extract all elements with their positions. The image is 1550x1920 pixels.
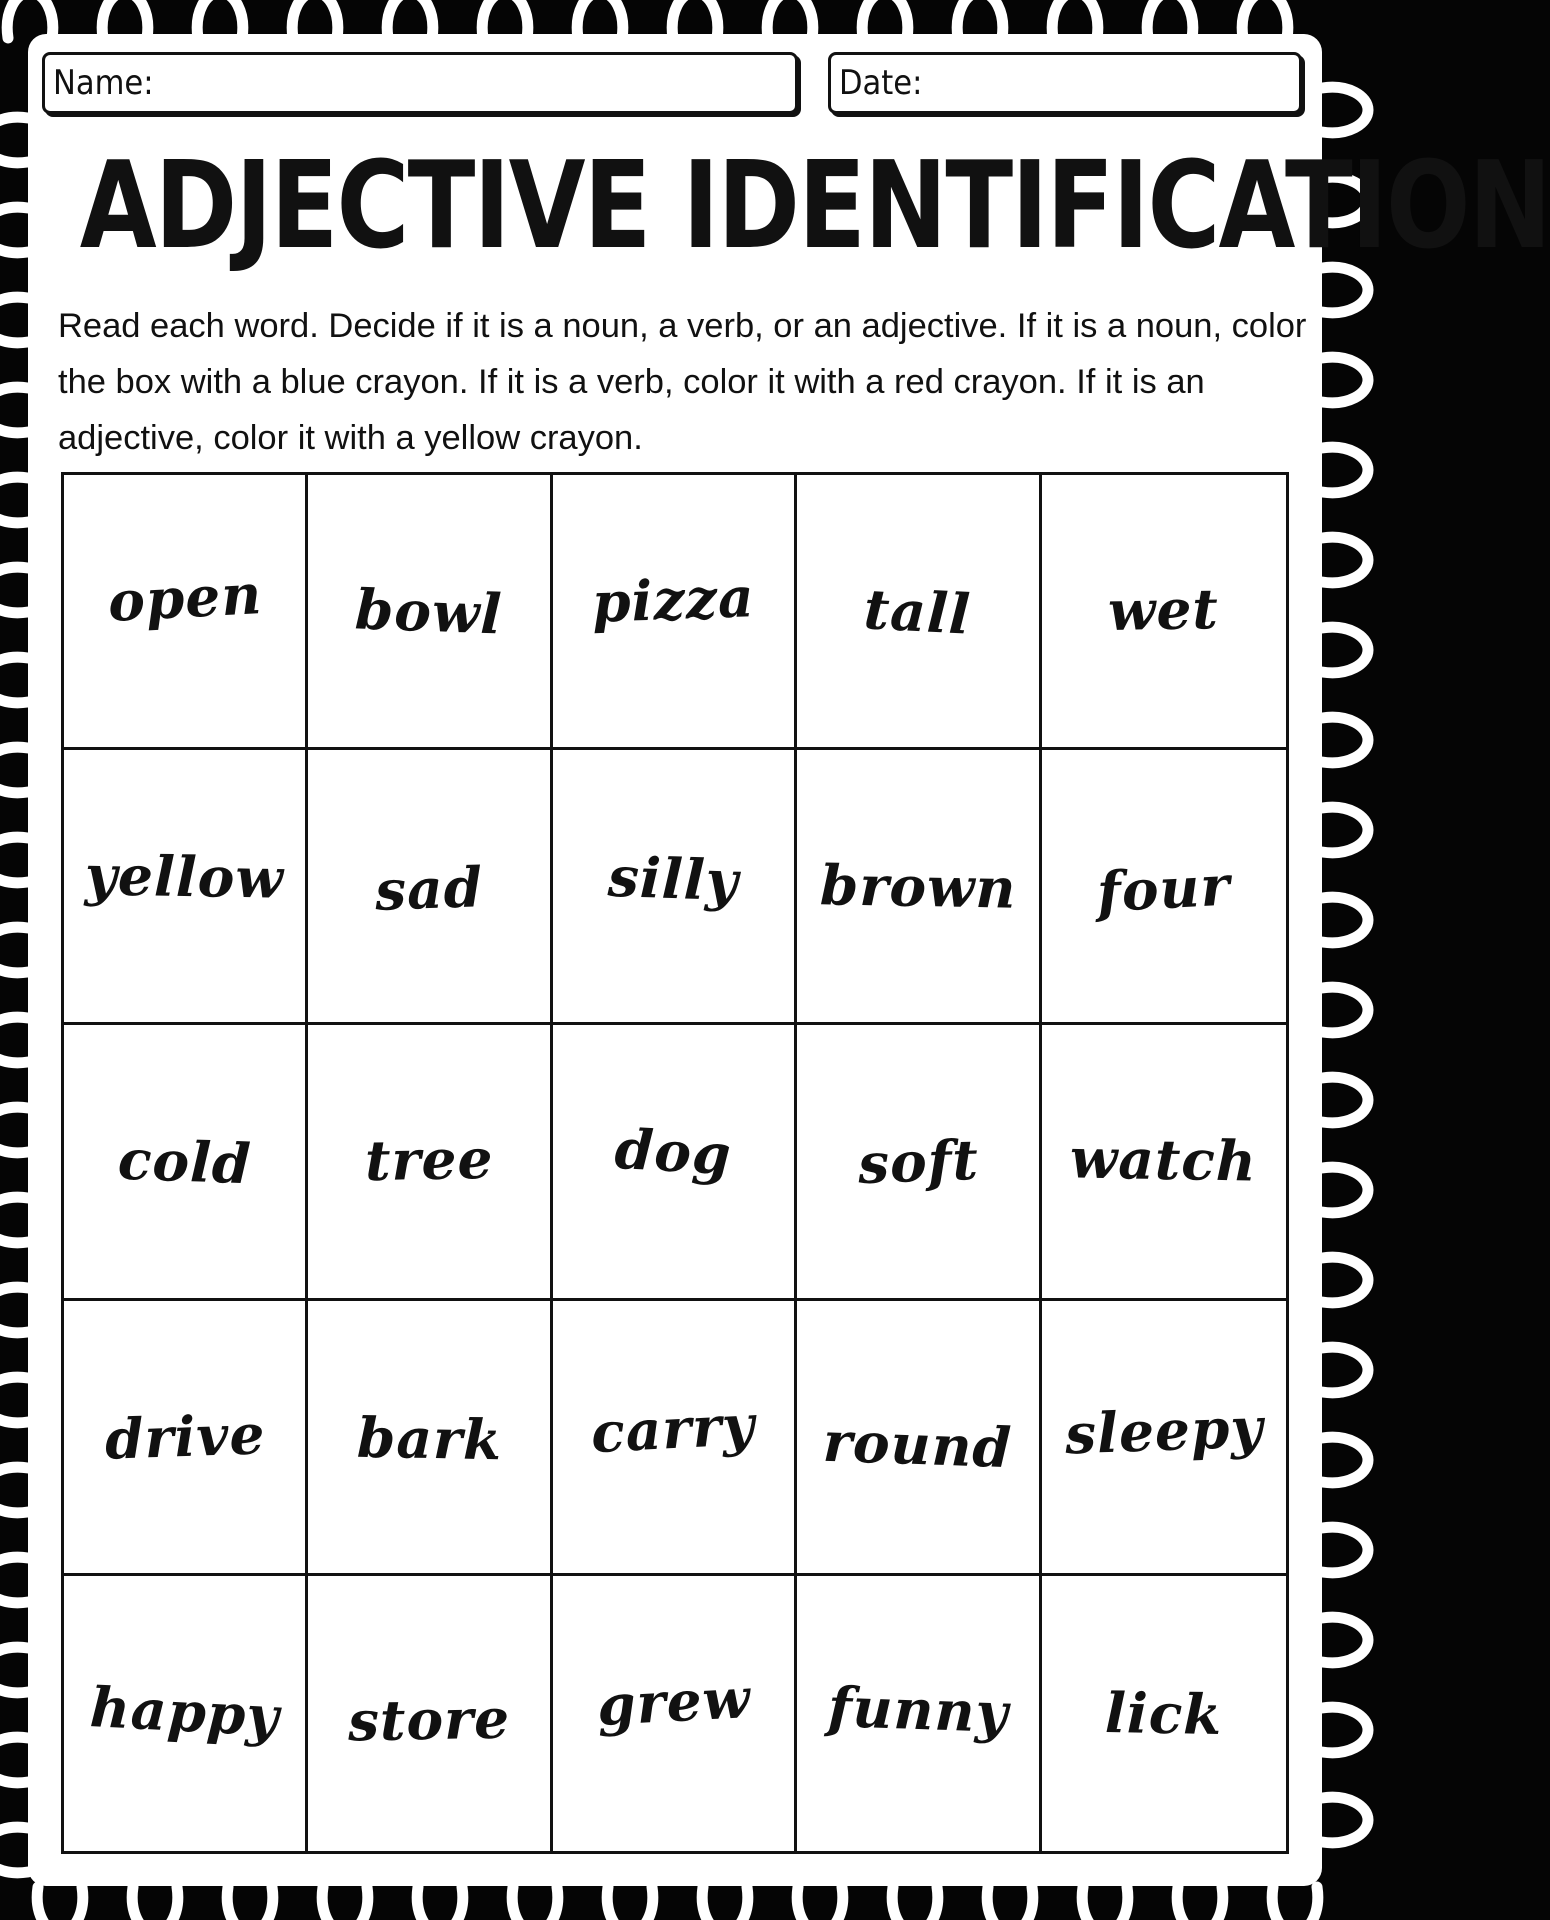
loop-decoration xyxy=(0,477,28,523)
loop-decoration xyxy=(292,0,338,38)
word-text: store xyxy=(347,1685,511,1754)
word-box[interactable] xyxy=(553,1025,797,1300)
word-box[interactable] xyxy=(797,1025,1041,1300)
word-box[interactable] xyxy=(64,475,308,750)
loop-decoration xyxy=(7,0,53,38)
loop-decoration xyxy=(0,1107,28,1153)
word-box[interactable] xyxy=(308,1025,552,1300)
word-text: carry xyxy=(589,1391,758,1466)
word-text: silly xyxy=(607,843,740,914)
loop-decoration xyxy=(672,0,718,38)
word-box[interactable] xyxy=(64,1301,308,1576)
word-box[interactable] xyxy=(1042,475,1286,750)
word-box[interactable] xyxy=(64,1025,308,1300)
loop-decoration xyxy=(1322,807,1368,853)
loop-decoration xyxy=(482,0,528,38)
name-label: Name: xyxy=(53,63,154,103)
date-field[interactable] xyxy=(828,52,1302,114)
loop-decoration xyxy=(0,207,28,253)
loop-decoration xyxy=(0,657,28,703)
loop-decoration xyxy=(1177,1887,1223,1920)
loop-decoration xyxy=(1322,537,1368,583)
word-box[interactable] xyxy=(308,1301,552,1576)
word-box[interactable] xyxy=(797,750,1041,1025)
word-text: four xyxy=(1095,852,1233,925)
loop-decoration xyxy=(197,0,243,38)
word-text: sleepy xyxy=(1063,1394,1264,1467)
word-text: open xyxy=(106,560,264,634)
loop-decoration xyxy=(797,1887,843,1920)
word-box[interactable] xyxy=(308,475,552,750)
word-box[interactable] xyxy=(64,1576,308,1851)
loop-decoration xyxy=(1322,987,1368,1033)
word-box[interactable] xyxy=(553,750,797,1025)
loop-decoration xyxy=(607,1887,653,1920)
loop-decoration xyxy=(102,0,148,38)
word-text: lick xyxy=(1104,1679,1224,1747)
loop-decoration xyxy=(1147,0,1193,38)
loop-decoration xyxy=(1322,1257,1368,1303)
loop-decoration xyxy=(1322,1437,1368,1483)
loop-decoration xyxy=(0,837,28,883)
loop-decoration xyxy=(0,297,28,343)
loop-decoration xyxy=(702,1887,748,1920)
loop-decoration xyxy=(1322,897,1368,943)
word-box[interactable] xyxy=(64,750,308,1025)
word-text: bark xyxy=(355,1404,503,1473)
loop-decoration xyxy=(767,0,813,38)
word-text: dog xyxy=(613,1115,734,1187)
loop-decoration xyxy=(0,1647,28,1693)
loop-decoration xyxy=(1242,0,1288,38)
word-text: wet xyxy=(1107,575,1220,643)
word-text: drive xyxy=(103,1401,266,1472)
name-field[interactable] xyxy=(42,52,798,114)
loop-decoration xyxy=(417,1887,463,1920)
word-text: bowl xyxy=(354,576,504,647)
loop-decoration xyxy=(0,747,28,793)
word-box[interactable] xyxy=(553,1301,797,1576)
word-text: pizza xyxy=(591,563,756,635)
word-text: round xyxy=(822,1408,1014,1481)
loop-decoration xyxy=(0,927,28,973)
loop-decoration xyxy=(1322,1527,1368,1573)
word-box[interactable] xyxy=(797,475,1041,750)
word-box[interactable] xyxy=(553,1576,797,1851)
loop-decoration xyxy=(227,1887,273,1920)
loop-decoration xyxy=(0,1377,28,1423)
loop-decoration xyxy=(1322,87,1368,133)
worksheet-title: ADJECTIVE IDENTIFICATION xyxy=(79,137,1550,276)
word-box[interactable] xyxy=(1042,750,1286,1025)
loop-decoration xyxy=(1322,1797,1368,1843)
word-text: happy xyxy=(88,1673,282,1749)
loop-decoration xyxy=(1322,1347,1368,1393)
loop-decoration xyxy=(37,1887,83,1920)
worksheet xyxy=(28,34,1550,1886)
loop-decoration xyxy=(0,1197,28,1243)
loop-decoration xyxy=(1272,1887,1318,1920)
word-box[interactable] xyxy=(1042,1576,1286,1851)
word-text: yellow xyxy=(84,842,285,911)
word-box[interactable] xyxy=(797,1301,1041,1576)
word-text: sad xyxy=(373,853,485,923)
loop-decoration xyxy=(1322,717,1368,763)
loop-decoration xyxy=(0,1737,28,1783)
loop-decoration xyxy=(987,1887,1033,1920)
word-grid xyxy=(61,472,1289,1854)
loop-decoration xyxy=(1322,1167,1368,1213)
word-box[interactable] xyxy=(797,1576,1041,1851)
word-text: brown xyxy=(819,852,1017,921)
loop-decoration xyxy=(0,567,28,613)
loop-decoration xyxy=(0,1557,28,1603)
loop-decoration xyxy=(1322,1077,1368,1123)
word-text: grew xyxy=(594,1664,752,1738)
word-text: funny xyxy=(826,1673,1010,1746)
loop-decoration xyxy=(1322,1707,1368,1753)
word-box[interactable] xyxy=(1042,1025,1286,1300)
word-box[interactable] xyxy=(308,1576,552,1851)
loop-decoration xyxy=(577,0,623,38)
word-box[interactable] xyxy=(553,475,797,750)
loop-decoration xyxy=(0,1017,28,1063)
word-text: tree xyxy=(364,1125,494,1194)
loop-decoration xyxy=(957,0,1003,38)
word-box[interactable] xyxy=(1042,1301,1286,1576)
loop-decoration xyxy=(387,0,433,38)
word-box[interactable] xyxy=(308,750,552,1025)
loop-decoration xyxy=(1082,1887,1128,1920)
loop-decoration xyxy=(1322,1617,1368,1663)
loop-decoration xyxy=(0,1287,28,1333)
loop-decoration xyxy=(1322,627,1368,673)
word-text: watch xyxy=(1069,1125,1258,1194)
loop-decoration xyxy=(132,1887,178,1920)
instructions-text: Read each word. Decide if it is a noun, a verb, or an adjective. If it is a noun, color the box with a blue crayon. If it is a verb, color it with a red crayon. If it is an adjective, color it with a yellow crayon. xyxy=(58,307,1307,457)
word-text: soft xyxy=(856,1126,980,1197)
loop-decoration xyxy=(322,1887,368,1920)
loop-decoration xyxy=(862,0,908,38)
loop-decoration xyxy=(1322,447,1368,493)
word-text: cold xyxy=(116,1126,253,1197)
loop-decoration xyxy=(0,387,28,433)
loop-decoration xyxy=(1052,0,1098,38)
word-text: tall xyxy=(862,575,973,647)
loop-decoration xyxy=(892,1887,938,1920)
loop-decoration xyxy=(0,1827,28,1873)
loop-decoration xyxy=(1322,357,1368,403)
date-label: Date: xyxy=(839,63,923,103)
loop-decoration xyxy=(512,1887,558,1920)
loop-decoration xyxy=(0,117,28,163)
loop-decoration xyxy=(0,1467,28,1513)
